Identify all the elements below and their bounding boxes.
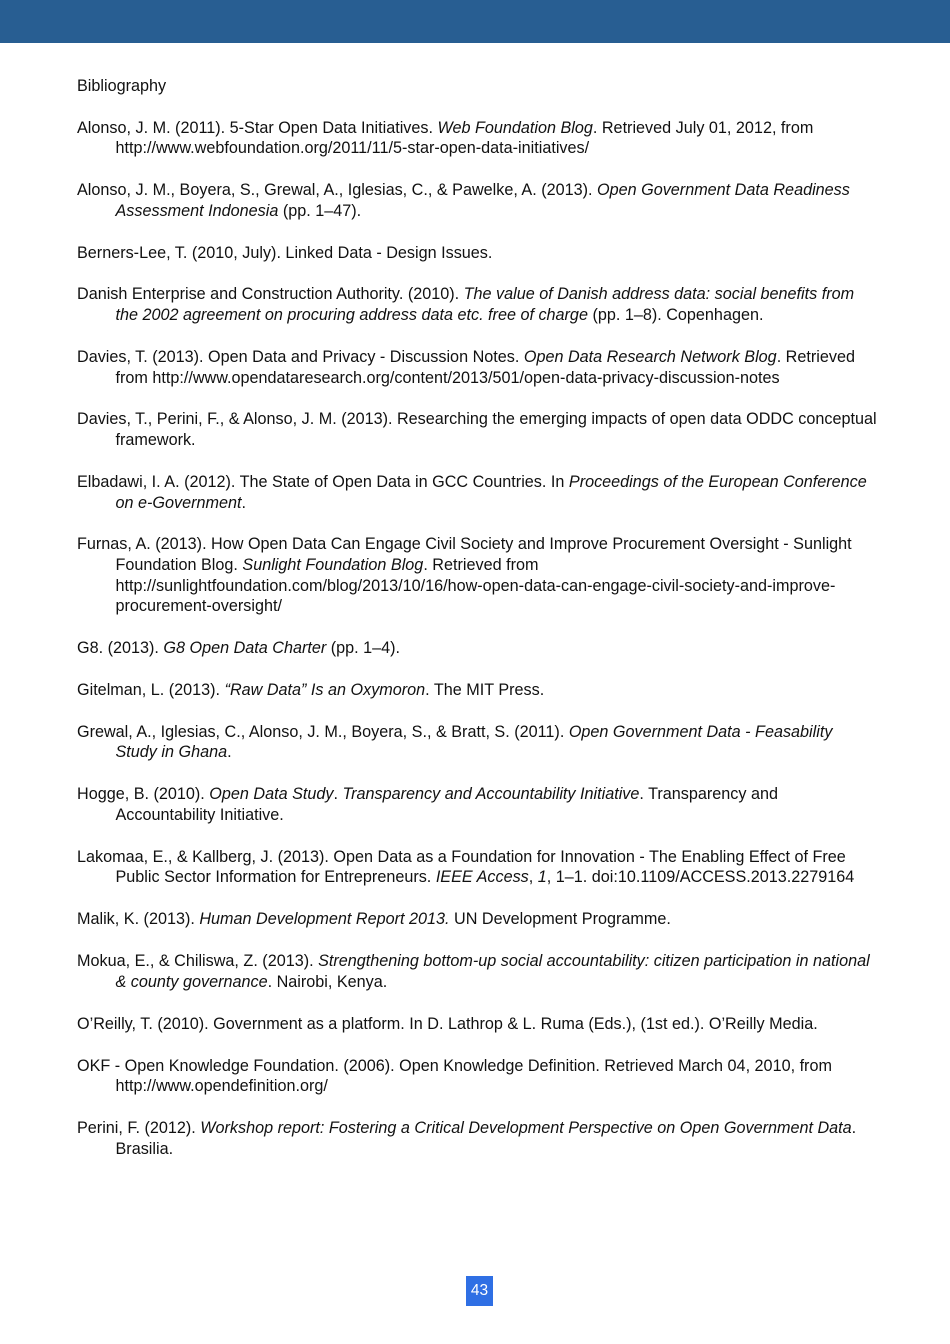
reference-item	[77, 847, 877, 888]
reference-text: UN Development Programme.	[449, 910, 671, 929]
reference-item	[77, 638, 877, 659]
reference-item	[77, 1014, 877, 1035]
reference-text: Malik, K. (2013).	[77, 910, 200, 929]
reference-text: Alonso, J. M., Boyera, S., Grewal, A., Iglesias, C., & Pawelke, A. (2013).	[77, 181, 598, 200]
reference-title-italic: Proceedings of the European Conference on e-Government	[115, 472, 867, 512]
reference-text: , 1–1. doi:10.1109/ACCESS.2013.2279164	[546, 868, 855, 887]
reference-text: Hogge, B. (2010).	[77, 785, 210, 804]
reference-title-italic: Open Government Data - Feasability Study in Ghana	[115, 722, 833, 762]
header-bar	[0, 0, 950, 43]
reference-text: . Retrieved from http://www.opendataresearch.org/content/2013/501/open-data-privacy-discussion-notes	[115, 347, 855, 387]
reference-text: (pp. 1–4).	[326, 639, 401, 658]
reference-text: .	[241, 493, 246, 512]
reference-title-italic: “Raw Data” Is an Oxymoron	[224, 680, 426, 699]
reference-text: .	[227, 743, 232, 762]
reference-title-italic: The value of Danish address data: social benefits from the 2002 agreement on procuring address data etc. free of charge	[115, 285, 855, 325]
reference-item	[77, 118, 877, 159]
reference-text: OKF - Open Knowledge Foundation. (2006). Open Knowledge Definition. Retrieved March 04, 2010, from http://www.opendefinition.org/	[77, 1056, 832, 1096]
reference-item	[77, 243, 877, 264]
reference-text: Davies, T., Perini, F., & Alonso, J. M. (2013). Researching the emerging impacts of open data ODDC conceptual framework.	[77, 410, 877, 450]
reference-text: Grewal, A., Iglesias, C., Alonso, J. M., Boyera, S., & Bratt, S. (2011).	[77, 722, 569, 741]
reference-text: Berners-Lee, T. (2010, July). Linked Data - Design Issues.	[77, 243, 493, 262]
reference-text: . Transparency and Accountability Initiative.	[115, 785, 778, 824]
reference-text: Gitelman, L. (2013).	[77, 680, 225, 699]
reference-item	[77, 1118, 877, 1159]
reference-title-italic: 1	[537, 868, 547, 887]
reference-text: Danish Enterprise and Construction Authority. (2010).	[77, 285, 464, 304]
reference-title-italic: Open Data Study	[209, 785, 334, 804]
reference-item	[77, 409, 877, 450]
reference-title-italic: Human Development Report 2013.	[199, 910, 450, 929]
reference-item	[77, 1056, 877, 1097]
reference-text: Alonso, J. M. (2011). 5-Star Open Data Initiatives.	[77, 118, 438, 137]
reference-text: . Nairobi, Kenya.	[267, 972, 388, 991]
reference-title-italic: G8 Open Data Charter	[163, 639, 327, 658]
reference-title-italic: Sunlight Foundation Blog	[242, 555, 424, 574]
reference-item	[77, 180, 877, 221]
reference-text: Elbadawi, I. A. (2012). The State of Open Data in GCC Countries. In	[77, 472, 569, 491]
reference-title-italic: Strengthening bottom-up social accountability: citizen participation in national & county governance	[115, 952, 870, 991]
reference-item	[77, 534, 877, 616]
reference-text: (pp. 1–47).	[278, 201, 362, 220]
reference-text: (pp. 1–8). Copenhagen.	[587, 306, 764, 325]
reference-text: G8. (2013).	[77, 639, 164, 658]
page-number: 43	[466, 1276, 493, 1306]
reference-item	[77, 722, 877, 763]
reference-text: Mokua, E., & Chiliswa, Z. (2013).	[77, 952, 319, 971]
reference-text: Perini, F. (2012).	[77, 1119, 201, 1138]
reference-text: O’Reilly, T. (2010). Government as a platform. In D. Lathrop & L. Ruma (Eds.), (1st ed.). O’Reilly Media.	[77, 1014, 818, 1033]
reference-list	[77, 118, 877, 1160]
reference-item	[77, 680, 877, 701]
reference-title-italic: Web Foundation Blog	[437, 118, 593, 137]
reference-item	[77, 909, 877, 930]
reference-text: . Retrieved July 01, 2012, from http://www.webfoundation.org/2011/11/5-star-open-data-initiatives/	[115, 118, 814, 158]
reference-text: . Brasilia.	[115, 1119, 857, 1158]
reference-title-italic: Open Government Data Readiness Assessment Indonesia	[115, 181, 850, 220]
reference-title-italic: IEEE Access	[435, 868, 529, 887]
reference-title-italic: Transparency and Accountability Initiative	[342, 785, 640, 804]
reference-item	[77, 284, 877, 325]
reference-text: Lakomaa, E., & Kallberg, J. (2013). Open Data as a Foundation for Innovation - The Enabling Effect of Free Public Sector Information for Entrepreneurs.	[77, 847, 846, 887]
reference-title-italic: Workshop report: Fostering a Critical Development Perspective on Open Government Data	[200, 1119, 852, 1138]
reference-text: . Retrieved from http://sunlightfoundation.com/blog/2013/10/16/how-open-data-can-engage-civil-society-and-improve-procurement-oversight/	[115, 555, 836, 616]
bibliography-heading: Bibliography	[77, 77, 167, 95]
reference-text: Davies, T. (2013). Open Data and Privacy - Discussion Notes.	[77, 347, 524, 366]
reference-text: Furnas, A. (2013). How Open Data Can Engage Civil Society and Improve Procurement Oversight - Sunlight Foundation Blog.	[77, 535, 852, 574]
reference-item	[77, 472, 877, 513]
reference-item	[77, 784, 877, 825]
reference-text: ,	[528, 868, 538, 887]
reference-item	[77, 951, 877, 992]
bibliography-section	[77, 76, 877, 1181]
reference-item	[77, 347, 877, 388]
reference-title-italic: Open Data Research Network Blog	[523, 347, 777, 366]
reference-text: .	[333, 785, 343, 804]
reference-text: . The MIT Press.	[425, 680, 545, 699]
